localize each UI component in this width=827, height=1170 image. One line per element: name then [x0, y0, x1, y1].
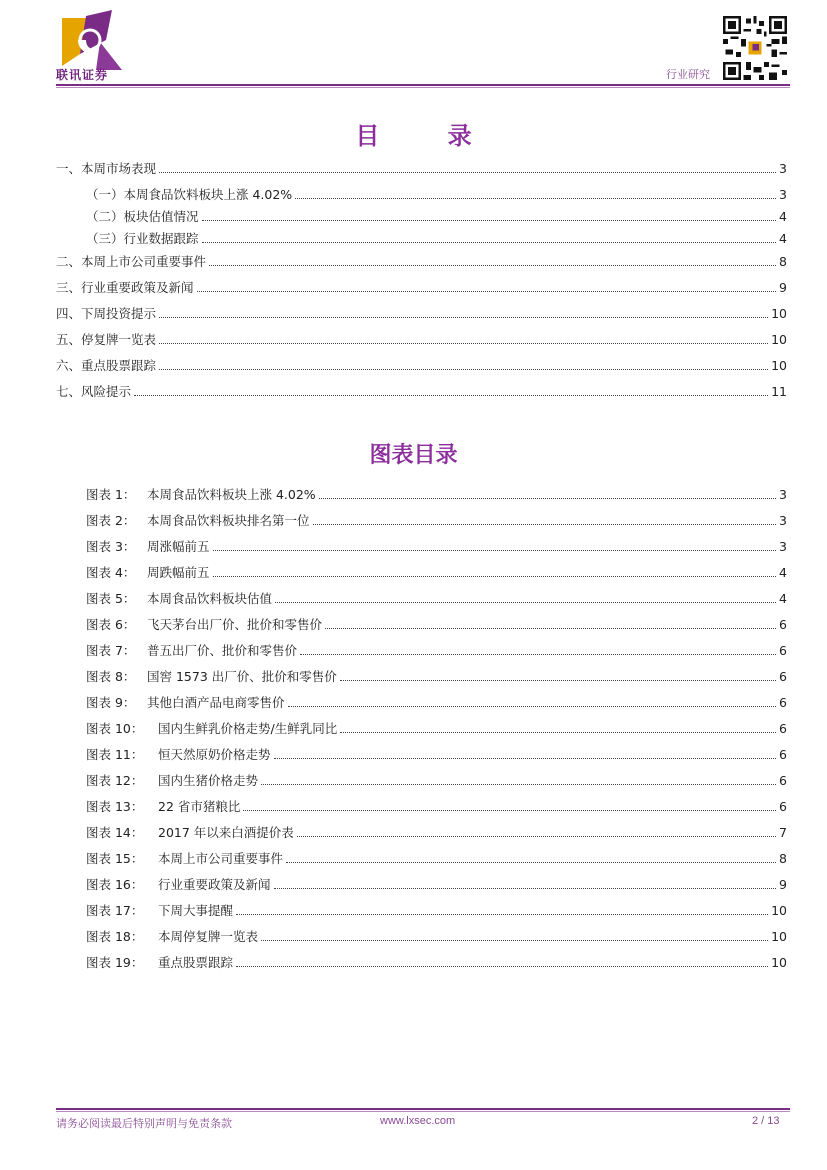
chart-page: 6: [779, 617, 787, 632]
chart-page: 9: [779, 877, 787, 892]
toc-entry[interactable]: [56, 332, 787, 348]
chart-title: 普五出厂价、批价和零售价: [147, 643, 298, 658]
toc-entry-label: （一）本周食品饮料板块上涨 4.02%: [86, 187, 293, 202]
chart-title: 恒天然原奶价格走势: [158, 747, 271, 762]
toc-entry-label: 四、下周投资提示: [56, 306, 157, 321]
chart-leader: [300, 654, 776, 655]
chart-leader: [288, 706, 777, 707]
chart-page: 10: [771, 903, 787, 918]
chart-title: 周涨幅前五: [147, 539, 210, 554]
company-name: 联讯证券: [56, 68, 109, 82]
chart-leader: [274, 758, 777, 759]
chart-leader: [275, 602, 776, 603]
chart-leader: [286, 862, 776, 863]
toc-leader: [159, 369, 768, 370]
toc-leader: [202, 242, 777, 243]
chart-number: 图表 10：: [86, 721, 144, 736]
chart-leader: [236, 914, 768, 915]
toc-entry-page: 10: [771, 332, 787, 347]
chart-number: 图表 9：: [86, 695, 136, 710]
toc-entry-page: 3: [779, 161, 787, 176]
chart-number: 图表 5：: [86, 591, 136, 606]
chart-number: 图表 18：: [86, 929, 144, 944]
chart-page: 3: [779, 487, 787, 502]
chart-list-entry[interactable]: [86, 747, 787, 763]
chart-title: 国内生猪价格走势: [158, 773, 259, 788]
chart-list-entry[interactable]: [86, 877, 787, 893]
footer-website[interactable]: www.lxsec.com: [380, 1115, 456, 1127]
chart-list-entry[interactable]: [86, 773, 787, 789]
chart-leader: [319, 498, 776, 499]
chart-title: 22 省市猪粮比: [158, 799, 241, 814]
chart-leader: [325, 628, 776, 629]
chart-title: 本周上市公司重要事件: [158, 851, 284, 866]
toc-leader: [202, 220, 777, 221]
chart-leader: [340, 732, 776, 733]
header-divider: [56, 84, 790, 86]
toc-entry-page: 8: [779, 254, 787, 269]
chart-page: 6: [779, 747, 787, 762]
chart-list-entry[interactable]: [86, 565, 787, 581]
toc-entry-label: （二）板块估值情况: [86, 209, 199, 224]
chart-number: 图表 14：: [86, 825, 144, 840]
header-divider-thin: [56, 87, 790, 88]
chart-leader: [243, 810, 776, 811]
chart-number: 图表 15：: [86, 851, 144, 866]
chart-title: 2017 年以来白酒提价表: [158, 825, 294, 840]
chart-leader: [340, 680, 776, 681]
chart-list-entry[interactable]: [86, 799, 787, 815]
chart-list-entry[interactable]: [86, 851, 787, 867]
toc-entry-page: 10: [771, 358, 787, 373]
footer-disclaimer[interactable]: 请务必阅读最后特别声明与免责条款: [56, 1117, 232, 1130]
chart-page: 4: [779, 565, 787, 580]
chart-leader: [261, 940, 768, 941]
chart-title: 本周食品饮料板块上涨 4.02%: [147, 487, 316, 502]
chart-page: 10: [771, 929, 787, 944]
chart-number: 图表 12：: [86, 773, 144, 788]
chart-leader: [236, 966, 768, 967]
chart-list-entry[interactable]: [86, 721, 787, 737]
chart-leader: [213, 576, 777, 577]
chart-number: 图表 2：: [86, 513, 136, 528]
toc-title: 目 录: [355, 122, 502, 150]
chart-number: 图表 19：: [86, 955, 144, 970]
chart-title: 重点股票跟踪: [158, 955, 234, 970]
chart-list-entry[interactable]: [86, 513, 787, 529]
chart-title: 国窖 1573 出厂价、批价和零售价: [147, 669, 337, 684]
chart-number: 图表 7：: [86, 643, 136, 658]
toc-entry-label: 七、风险提示: [56, 384, 132, 399]
chart-list-entry[interactable]: [86, 643, 787, 659]
chart-list-entry[interactable]: [86, 825, 787, 841]
chart-page: 7: [779, 825, 787, 840]
chart-title: 本周食品饮料板块排名第一位: [147, 513, 310, 528]
chart-title: 飞天茅台出厂价、批价和零售价: [147, 617, 323, 632]
chart-number: 图表 17：: [86, 903, 144, 918]
toc-leader: [295, 198, 776, 199]
toc-entry-page: 11: [771, 384, 787, 399]
toc-entry-page: 9: [779, 280, 787, 295]
chart-page: 6: [779, 799, 787, 814]
chart-page: 4: [779, 591, 787, 606]
toc-leader: [159, 343, 768, 344]
chart-page: 6: [779, 773, 787, 788]
chart-list-entry[interactable]: [86, 591, 787, 607]
toc-entry[interactable]: [56, 161, 787, 177]
chart-leader: [297, 836, 776, 837]
toc-leader: [134, 395, 768, 396]
chart-list-entry[interactable]: [86, 695, 787, 711]
toc-entry-page: 4: [779, 209, 787, 224]
chart-number: 图表 1：: [86, 487, 136, 502]
toc-entry[interactable]: [56, 254, 787, 270]
toc-entry-label: 六、重点股票跟踪: [56, 358, 157, 373]
toc-entry[interactable]: [56, 358, 787, 374]
chart-list-entry[interactable]: [86, 903, 787, 919]
chart-page: 6: [779, 695, 787, 710]
chart-page: 8: [779, 851, 787, 866]
toc-entry-page: 4: [779, 231, 787, 246]
chart-title: 本周食品饮料板块估值: [147, 591, 273, 606]
footer-divider: [56, 1108, 790, 1110]
chart-list-entry[interactable]: [86, 539, 787, 555]
chart-leader: [261, 784, 776, 785]
chart-page: 6: [779, 643, 787, 658]
chart-page: 10: [771, 955, 787, 970]
chart-page: 3: [779, 539, 787, 554]
toc-entry-page: 10: [771, 306, 787, 321]
chart-title: 下周大事提醒: [158, 903, 234, 918]
toc-entry-label: 三、行业重要政策及新闻: [56, 280, 194, 295]
toc-entry-label: （三）行业数据跟踪: [86, 231, 199, 246]
chart-title: 周跌幅前五: [147, 565, 210, 580]
chart-title: 其他白酒产品电商零售价: [147, 695, 285, 710]
chart-leader: [213, 550, 777, 551]
footer-page-number: 2 / 13: [752, 1115, 780, 1127]
chart-title: 行业重要政策及新闻: [158, 877, 271, 892]
chart-number: 图表 11：: [86, 747, 144, 762]
chart-page: 6: [779, 669, 787, 684]
toc-entry-label: 五、停复牌一览表: [56, 332, 157, 347]
toc-entry[interactable]: [86, 209, 787, 225]
toc-leader: [159, 172, 776, 173]
toc-entry-page: 3: [779, 187, 787, 202]
chart-list-entry[interactable]: [86, 955, 787, 971]
toc-entry-label: 一、本周市场表现: [56, 161, 157, 176]
chart-list-entry[interactable]: [86, 929, 787, 945]
chart-number: 图表 8：: [86, 669, 136, 684]
chart-list-entry[interactable]: [86, 487, 787, 503]
chart-title: 本周停复牌一览表: [158, 929, 259, 944]
toc-leader: [197, 291, 777, 292]
toc-entry[interactable]: [86, 187, 787, 203]
chart-leader: [274, 888, 777, 889]
section-label: 行业研究: [666, 68, 710, 81]
chart-number: 图表 13：: [86, 799, 144, 814]
chart-list-title: 图表目录: [369, 443, 458, 468]
chart-number: 图表 16：: [86, 877, 144, 892]
chart-page: 6: [779, 721, 787, 736]
toc-entry-label: 二、本周上市公司重要事件: [56, 254, 207, 269]
toc-entry[interactable]: [56, 384, 787, 400]
qr-code-icon: [723, 16, 787, 80]
chart-number: 图表 6：: [86, 617, 136, 632]
chart-title: 国内生鲜乳价格走势/生鲜乳同比: [158, 721, 338, 736]
chart-number: 图表 3：: [86, 539, 136, 554]
toc-leader: [159, 317, 768, 318]
chart-number: 图表 4：: [86, 565, 136, 580]
chart-list-entry[interactable]: [86, 617, 787, 633]
toc-entry[interactable]: [86, 231, 787, 247]
chart-leader: [313, 524, 777, 525]
toc-entry[interactable]: [56, 306, 787, 322]
toc-entry[interactable]: [56, 280, 787, 296]
footer-divider-thin: [56, 1111, 790, 1112]
toc-leader: [209, 265, 776, 266]
chart-list-entry[interactable]: [86, 669, 787, 685]
chart-page: 3: [779, 513, 787, 528]
